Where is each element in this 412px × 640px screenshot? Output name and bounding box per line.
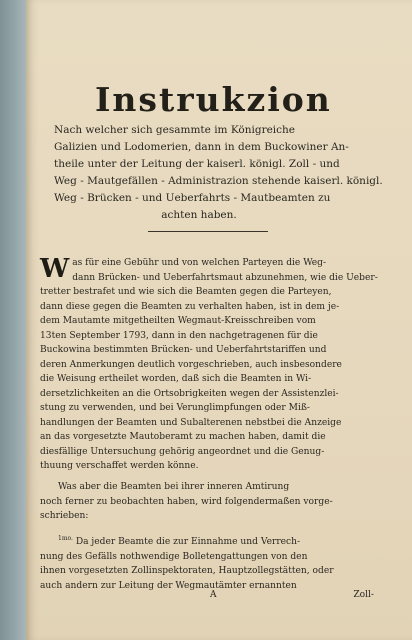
body-line: ihnen vorgesetzten Zollinspektoraten, Hauptzollegstätten, oder (40, 566, 334, 577)
body-line: dann diese gegen die Beamten zu verhalten haben, ist in dem je- (40, 301, 340, 312)
body-line: dersetzlichkeiten an die Ortsobrigkeiten wegen der Assistenzlei- (40, 388, 339, 399)
book-spine-edge (0, 0, 26, 640)
subheading-line: theile unter der Leitung der kaiserl. königl. Zoll - und (54, 158, 340, 170)
body-paragraph-1-end (40, 459, 376, 474)
body-paragraph-3 (40, 532, 376, 593)
body-line: thuung verschaffet werden könne. (40, 461, 199, 471)
section-number: 1mo. (58, 535, 73, 542)
body-line-text: Da jeder Beamte die zur Einnahme und Verrech- (75, 537, 301, 548)
body-line: schrieben: (40, 511, 89, 521)
title-subheading (54, 122, 383, 224)
body-line-text: auch andern zur Leitung der Wegmautämter ernannten (40, 580, 297, 591)
subheading-line: Weg - Brücken - und Ueberfahrts - Mautbeamten zu (54, 192, 331, 204)
body-line: noch ferner zu beobachten haben, wird folgendermaßen vorge- (40, 496, 333, 507)
subheading-line: Galizien und Lodomerien, dann in dem Buckowiner An- (54, 141, 349, 153)
body-paragraph-2 (40, 480, 376, 524)
signature-mark: A (210, 590, 217, 600)
body-line: as für eine Gebühr und von welchen Parteyen die Weg- (72, 258, 327, 268)
body-line: deren Anmerkungen deutlich vorgeschrieben, auch insbesondere (40, 359, 342, 370)
subheading-line: achten haben. (161, 209, 237, 221)
subheading-line: Weg - Mautgefällen - Administrazion stehende kaiserl. königl. (54, 175, 383, 187)
body-line: handlungen der Beamten und Subalterenen nebstbei die Anzeige (40, 417, 342, 428)
subheading-line: Nach welcher sich gesammte im Königreiche (54, 124, 296, 136)
body-line: Buckowina bestimmten Brücken- und Ueberfahrtstariffen und (40, 345, 327, 355)
body-line: 13ten September 1793, dann in den nachgetragenen für die (40, 330, 318, 341)
body-line: die Weisung ertheilet worden, daß sich die Beamten in Wi- (40, 374, 312, 384)
page-title: Instrukzion (95, 80, 332, 119)
body-line: Was aber die Beamten bei ihrer inneren Amtirung (58, 482, 290, 492)
body-line: diesfällige Untersuchung gehörig angeordnet und die Genug- (40, 446, 325, 457)
body-line: dann Brücken- und Ueberfahrtsmaut abzunehmen, wie die Ueber- (72, 272, 378, 283)
body-line: dem Mautamte mitgetheilten Wegmaut-Kreisschreiben vom (40, 316, 316, 326)
body-line (40, 532, 376, 550)
body-line: nung des Gefälls nothwendige Bolletengattungen von den (40, 551, 308, 562)
drop-cap: W (40, 254, 70, 284)
catchword: Zoll- (353, 590, 374, 600)
body-line (40, 579, 376, 594)
body-line: tretter bestrafet und wie sich die Beamten gegen die Parteyen, (40, 287, 332, 297)
body-line: stung zu verwenden, und bei Verunglimpfungen oder Miß- (40, 403, 311, 413)
body-line: an das vorgesetzte Mautoberamt zu machen haben, damit die (40, 432, 326, 442)
section-divider (148, 231, 268, 232)
body-paragraph-1 (40, 256, 376, 459)
